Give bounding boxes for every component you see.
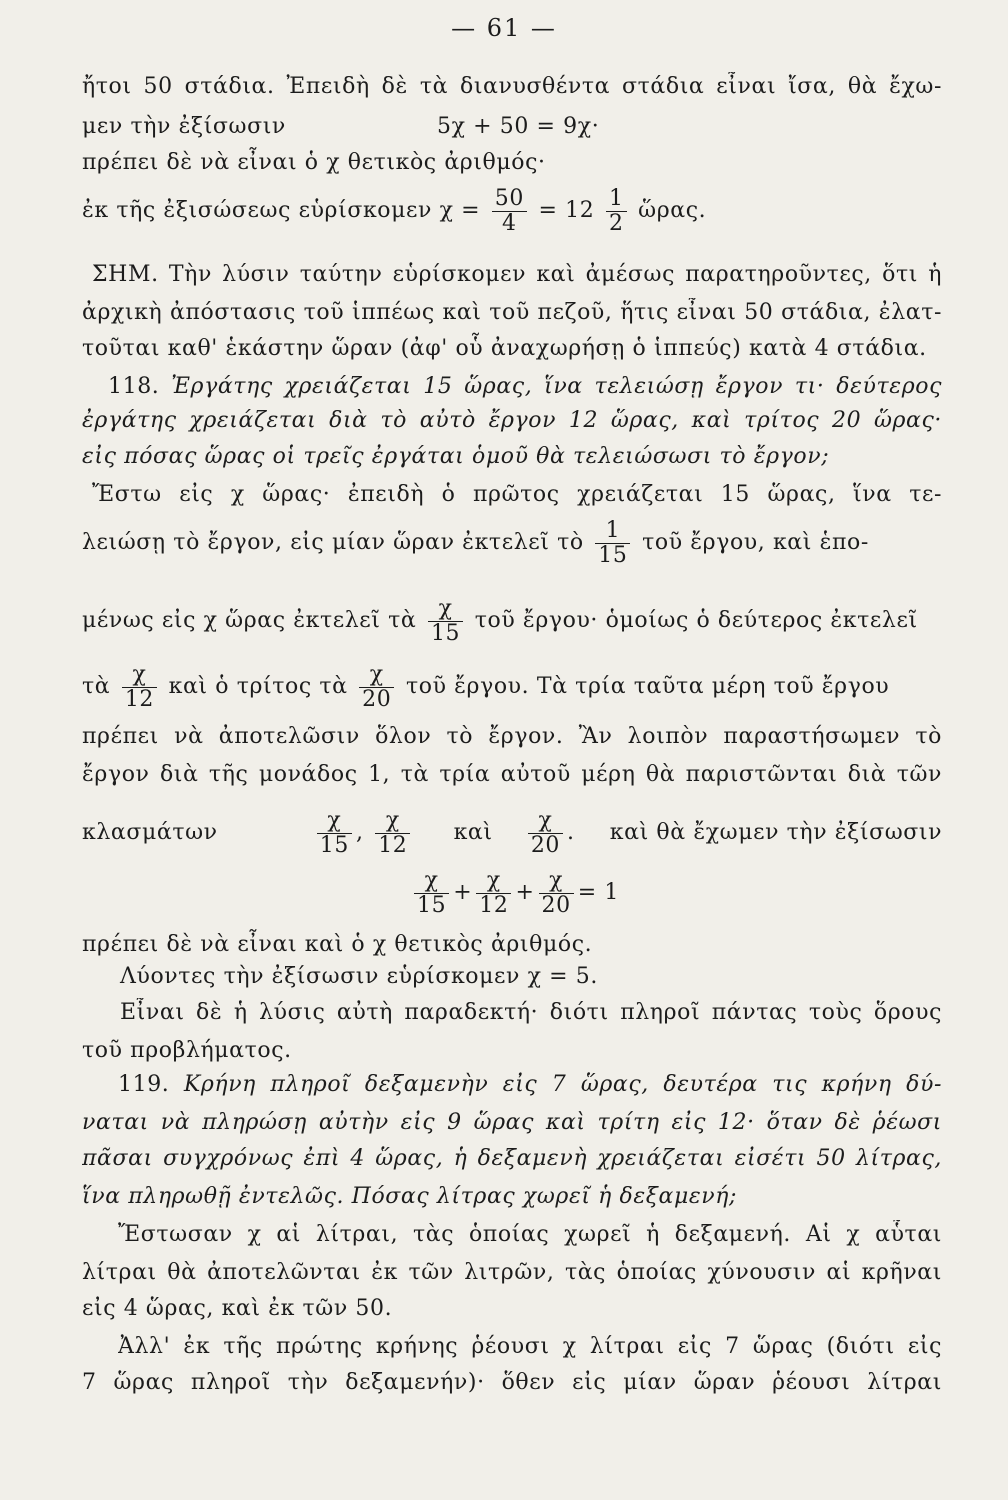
- text-line: Λύοντες τὴν ἐξίσωσιν εὑρίσκομεν χ = 5.: [120, 964, 598, 989]
- fraction: [606, 187, 627, 236]
- text-line: Εἶναι δὲ ἡ λύσις αὐτὴ παραδεκτή· διότι πληροῖ πάντας τοὺς ὅρους: [120, 1000, 942, 1025]
- denominator: 12: [476, 893, 511, 918]
- denominator: 15: [595, 543, 630, 568]
- fraction: [122, 663, 157, 712]
- text-fragment: Κρήνη πληροῖ δεξαμενὴν εἰς 7 ὥρας, δευτέρα τις κρήνη δύ-: [183, 1072, 942, 1097]
- fraction: [476, 869, 511, 918]
- denominator: 20: [539, 893, 574, 918]
- denominator: 12: [122, 687, 157, 712]
- text-line: [82, 660, 942, 714]
- denominator: 15: [317, 833, 352, 858]
- problem-line: εἰς πόσας ὥρας οἱ τρεῖς ἐργάται ὁμοῦ θὰ τελειώσωσι τὸ ἔργον;: [82, 444, 830, 469]
- numerator: χ: [486, 867, 501, 893]
- fraction: [528, 809, 563, 858]
- text-line: κλασμάτων $\frac{\chi}{15}$ , $\frac{\chi}{12}$ καὶ $\frac{\chi}{20}$ . καὶ θὰ ἔχωμεν τὴν ἐξίσωσιν: [82, 807, 943, 858]
- numerator: 1: [608, 185, 624, 211]
- equation-display: $\frac{\chi}{15}$ + $\frac{\chi}{12}$ + $\frac{\chi}{20}$ = 1: [410, 866, 710, 920]
- text-line: τοῦ προβλήματος.: [82, 1038, 292, 1063]
- text-fragment: ὥρας.: [638, 198, 707, 223]
- text-line: [82, 594, 942, 648]
- text-fragment: καὶ: [453, 820, 493, 845]
- text-line: εἰς 4 ὥρας, καὶ ἐκ τῶν 50.: [82, 1296, 393, 1321]
- fraction: [414, 869, 449, 918]
- text-fragment: καὶ θὰ ἔχωμεν τὴν ἐξίσωσιν: [609, 820, 943, 845]
- text-fragment: καὶ ὁ τρίτος τὰ: [168, 674, 348, 699]
- numerator: χ: [327, 807, 342, 833]
- text-line: [82, 112, 942, 142]
- denominator: 15: [414, 893, 449, 918]
- fraction: [492, 187, 527, 236]
- denominator: 12: [375, 833, 410, 858]
- text-line: πρέπει νὰ ἀποτελῶσιν ὅλον τὸ ἔργον. Ἂν λοιπὸν παραστήσωμεν τὸ: [82, 724, 942, 749]
- text-fragment: Ἐργάτης χρειάζεται 15 ὥρας, ἵνα τελειώσῃ ἔργον τι· δεύτερος: [171, 374, 942, 399]
- problem-line: πᾶσαι συγχρόνως ἐπὶ 4 ὥρας, ἡ δεξαμενὴ χρειάζεται εἰσέτι 50 λίτρας,: [82, 1146, 942, 1171]
- text-fragment: κλασμάτων: [82, 820, 218, 845]
- fraction: [359, 663, 394, 712]
- numerator: χ: [369, 661, 384, 687]
- problem-line: [118, 1070, 942, 1100]
- fraction: [375, 809, 410, 858]
- equation-rhs: = 1: [577, 880, 619, 905]
- text-line: Ἔστω εἰς χ ὥρας· ἐπειδὴ ὁ πρῶτος χρειάζεται 15 ὥρας, ἵνα τε-: [92, 482, 942, 507]
- denominator: 15: [428, 621, 463, 646]
- text-fragment: τοῦ ἔργου. Τὰ τρία ταῦτα μέρη τοῦ ἔργου: [405, 674, 890, 699]
- page-number: — 61 —: [451, 14, 557, 42]
- text-line: ΣΗΜ. Τὴν λύσιν ταύτην εὑρίσκομεν καὶ ἀμέσως παρατηροῦντες, ὅτι ἡ: [92, 262, 942, 287]
- text-fragment: τοῦ ἔργου· ὁμοίως ὁ δεύτερος ἐκτελεῖ: [474, 608, 918, 633]
- text-fragment: ἐκ τῆς ἐξισώσεως εὑρίσκομεν χ =: [82, 198, 481, 223]
- fraction: [317, 809, 352, 858]
- fraction: [428, 597, 463, 646]
- fraction: [595, 519, 630, 568]
- text-fragment: λειώσῃ τὸ ἔργον, εἰς μίαν ὥραν ἐκτελεῖ τὸ: [82, 530, 584, 555]
- denominator: 4: [492, 211, 527, 236]
- problem-number: 118.: [108, 374, 160, 399]
- numerator: χ: [385, 807, 400, 833]
- numerator: χ: [132, 661, 147, 687]
- numerator: χ: [538, 807, 553, 833]
- problem-line: ἵνα πληρωθῇ ἐντελῶς. Πόσας λίτρας χωρεῖ ἡ δεξαμενή;: [82, 1184, 738, 1209]
- text-fragment: μένως εἰς χ ὥρας ἐκτελεῖ τὰ: [82, 608, 417, 633]
- text-line: 7 ὥρας πληροῖ τὴν δεξαμενήν)· ὅθεν εἰς μίαν ὥραν ῥέουσι λίτραι: [82, 1370, 942, 1395]
- text-line: Ἔστωσαν χ αἱ λίτραι, τὰς ὁποίας χωρεῖ ἡ δεξαμενή. Αἱ χ αὗται: [118, 1222, 942, 1247]
- problem-number: 119.: [118, 1072, 170, 1097]
- text-line: Ἀλλ' ἐκ τῆς πρώτης κρήνης ῥέουσι χ λίτραι εἰς 7 ὥρας (διότι εἰς: [118, 1334, 942, 1359]
- problem-line: ναται νὰ πληρώσῃ αὐτὴν εἰς 9 ὥρας καὶ τρίτη εἰς 12· ὅταν δὲ ῥέωσι: [82, 1110, 942, 1135]
- numerator: χ: [438, 595, 453, 621]
- text-line: [82, 516, 942, 570]
- text-line: ἤτοι 50 στάδια. Ἐπειδὴ δὲ τὰ διανυσθέντα στάδια εἶναι ἴσα, θὰ ἔχω-: [82, 74, 942, 99]
- equation: 5χ + 50 = 9χ·: [437, 114, 600, 139]
- text-fragment: = 12: [538, 198, 595, 223]
- text-line: πρέπει δὲ νὰ εἶναι καὶ ὁ χ θετικὸς ἀριθμός.: [82, 932, 593, 957]
- text-fragment: τοῦ ἔργου, καὶ ἑπο-: [642, 530, 869, 555]
- numerator: 50: [494, 185, 524, 211]
- problem-line: [108, 372, 942, 402]
- text-line: ἀρχικὴ ἀπόστασις τοῦ ἱππέως καὶ τοῦ πεζοῦ, ἥτις εἶναι 50 στάδια, ἐλατ-: [82, 300, 942, 325]
- denominator: 20: [528, 833, 563, 858]
- numerator: 1: [605, 517, 621, 543]
- text-fragment: τὰ: [82, 674, 111, 699]
- numerator: χ: [549, 867, 564, 893]
- text-line: τοῦται καθ' ἑκάστην ὥραν (ἀφ' οὗ ἀναχωρήσῃ ὁ ἱππεύς) κατὰ 4 στάδια.: [82, 336, 927, 361]
- problem-line: ἐργάτης χρειάζεται διὰ τὸ αὐτὸ ἔργον 12 ὥρας, καὶ τρίτος 20 ὥρας·: [82, 408, 942, 433]
- numerator: χ: [424, 867, 439, 893]
- text-line: πρέπει δὲ νὰ εἶναι ὁ χ θετικὸς ἀριθμός·: [82, 150, 546, 175]
- text-line: λίτραι θὰ ἀποτελῶνται ἐκ τῶν λιτρῶν, τὰς ὁποίας χύνουσιν αἱ κρῆναι: [82, 1260, 942, 1285]
- denominator: 20: [359, 687, 394, 712]
- text-fragment: μεν τὴν ἐξίσωσιν: [82, 114, 286, 139]
- text-line: ἔργον διὰ τῆς μονάδος 1, τὰ τρία αὐτοῦ μέρη θὰ παριστῶνται διὰ τῶν: [82, 762, 942, 787]
- equation-line: [82, 184, 942, 238]
- denominator: 2: [606, 211, 627, 236]
- fraction: [539, 869, 574, 918]
